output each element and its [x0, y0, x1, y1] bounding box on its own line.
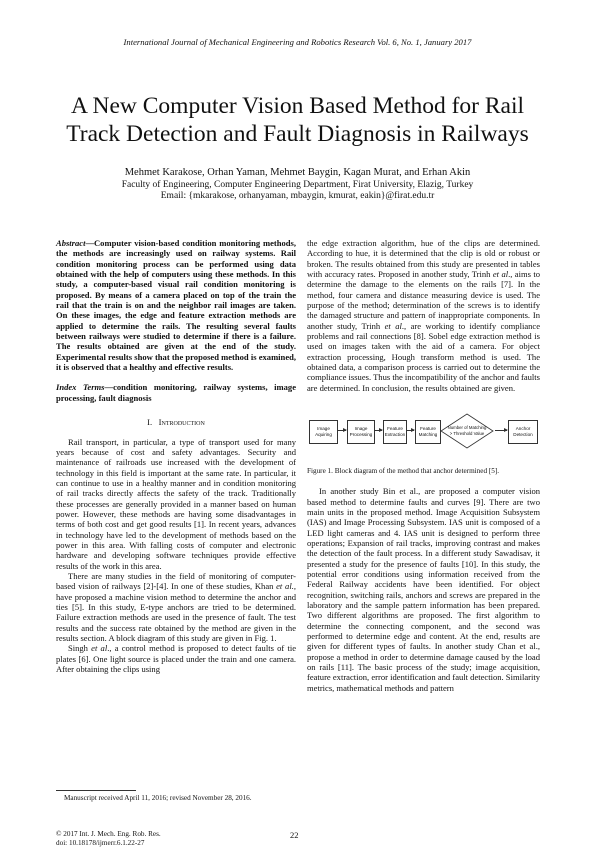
- section-heading: [56, 417, 296, 427]
- figure-1-block-diagram: [307, 401, 540, 463]
- intro-paragraph-3: Singh et al., a control method is proposed to detect faults of tie plates [6]. One light source is placed under the train and one camera. After obtaining the clips using: [56, 643, 296, 675]
- author-email: Email: {mkarakose, orhanyaman, mbaygin, kmurat, eakin}@firat.edu.tr: [160, 191, 435, 201]
- block-feature-extraction: Feature Extraction: [383, 420, 407, 444]
- page-footer: [56, 830, 161, 848]
- right-paragraph-2: In another study Bin et al., are proposed a computer vision based method to determine faults and curves [9]. There are two main units in the proposed method. Image Acquisition Subsystem (IAS) and Image Processing Subsystem. IAS unit is composed of a LED light cameras and 4. IAS unit is designed to perform three operations; Expansion of rail tracks, improving contrast and makes the detection of the fault process. In a different study Sawadisav, it presented a study for the presence of faults [10]. In this study, the potential error conditions using information received from the Federal Railway accidents have been identified. For object recognition, switching rails, anchors and screws are prepared in the laboratory and the sample pattern information has been prepared. Two different algorithms are proposed. The first algorithm to determine the connecting component, and the second was performed to determine edge and content. At the end, results are given for different types of faults. In another study Chan et al., propose a method in order to determine damage caused by the load on rails [11]. The basic process of the study; image acquisition, feature extraction, error identification and fault detection. Similarity metrics, mathematical methods and pattern: [307, 486, 540, 693]
- arrow: [337, 430, 346, 431]
- decision-label: Number of Matching > Threshold Value: [447, 425, 487, 437]
- doi: doi: 10.18178/ijmerr.6.1.22-27: [56, 839, 145, 847]
- block-feature-matching: Feature Matching: [415, 420, 441, 444]
- intro-paragraph-2: There are many studies in the field of monitoring of computer-based vision of railways [2]-[4]. In one of these studies, Khan et al., have proposed a machine vision method to determine the anchor and ties [5]. In this study, E-type anchors are tried to be determined. Failure extraction methods are used in the presence of fault. The test results and the success rate obtained by the method are given in the results section. A block diagram of this study are given in Fig. 1.: [56, 570, 296, 644]
- paper-title: [40, 92, 555, 148]
- title-line-2: Track Detection and Fault Diagnosis in Railways: [66, 121, 529, 147]
- intro-paragraph-1: Rail transport, in particular, a type of transport used for many years because of cost and safety advantages. Security and maintenance of railroads use increased with the development of technology in this field is important at the same rate. In particular, it can continue to use in a healthy manner and in condition monitoring of rail tracks directly affects the safety of the track. Traditionally these processes are generally provided in a manner based on human power. However, these methods are having some disadvantages in terms of both cost and get good results [1]. In recent years, advances in technology have led to the development of methods based on the power in this area. With falling costs of computer and electronic hardware and developing software techniques provide effective results of the work in this area.: [56, 436, 296, 571]
- arrow: [495, 430, 507, 431]
- figure-1-caption: Figure 1. Block diagram of the method that anchor determined [5].: [307, 467, 500, 476]
- block-anchor-detection: Anchor Detection: [508, 420, 538, 444]
- copyright: © 2017 Int. J. Mech. Eng. Rob. Res.: [56, 830, 161, 838]
- author-list: Mehmet Karakose, Orhan Yaman, Mehmet Baygin, Kagan Murat, and Erhan Akin: [124, 167, 471, 178]
- block-image-aquiring: Image Aquiring: [309, 420, 338, 444]
- index-terms: [56, 382, 296, 403]
- abstract-label: Abstract: [56, 238, 86, 248]
- left-column: [56, 238, 296, 674]
- title-line-1: A New Computer Vision Based Method for Rail: [70, 93, 525, 119]
- section-title: Introduction: [158, 417, 205, 428]
- index-terms-label: Index Terms: [56, 382, 105, 393]
- abstract: [56, 238, 296, 372]
- right-paragraph-1: the edge extraction algorithm, hue of the clips are determined. According to hue, it is determined that the clip is old or robust or broken. The results obtained from this study are presented in tables with accuracy rates. Proposed in another study, Trinh et al., aims to determine the damage to the elements on the rails [7]. In the method, four camera and distance measuring device is used. The purpose of the method; determination of the screws is to identify the damaged structure and pattern of inappropriate components. In another study, Trinh et al., are working to identify compliance problems and rail connections [8]. Sobel edge extraction method is used on images taken with the aid of a camera. For object extraction processing, Hough transform method is used. The obtained data, a comparison process is carried out to determine the compliance issues. Thus the incompatibility of the anchor and faults are determined. In conclusion, the results obtained are given.: [307, 238, 541, 393]
- abstract-text: —Computer vision-based condition monitoring methods, the methods are increasingly used on railway systems. Rail condition monitoring process can be performed using data obtained with the help of computers using these methods. In this study, a computer-based visual rail condition monitoring is proposed. By means of a camera placed on top of the train the rail that the train is on and the neighbor rail images are taken. On these images, the edge and feature extraction methods are applied to determine the rails. The resulting several faults between railways were studied to determine if there is a failure. The results obtained are given at the end of the study. Experimental results show that the proposed method is examined, it is observed that a healthy and effective results.: [56, 238, 296, 373]
- affiliation: Faculty of Engineering, Computer Engineering Department, Firat University, Elazig, Turkey: [121, 180, 474, 190]
- arrow: [406, 430, 414, 431]
- right-column: [307, 238, 540, 693]
- section-number: I.: [147, 417, 153, 428]
- footnote: Manuscript received April 11, 2016; revised November 28, 2016.: [64, 794, 252, 802]
- arrow: [374, 430, 382, 431]
- footnote-rule: [56, 790, 136, 791]
- page-number: 22: [290, 830, 299, 840]
- block-image-processing: Image Processing: [347, 420, 375, 444]
- journal-header: International Journal of Mechanical Engineering and Robotics Research Vol. 6, No. 1, January 2017: [123, 37, 472, 47]
- index-terms-text: —condition monitoring, railway systems, image processing, fault diagnosis: [56, 382, 296, 403]
